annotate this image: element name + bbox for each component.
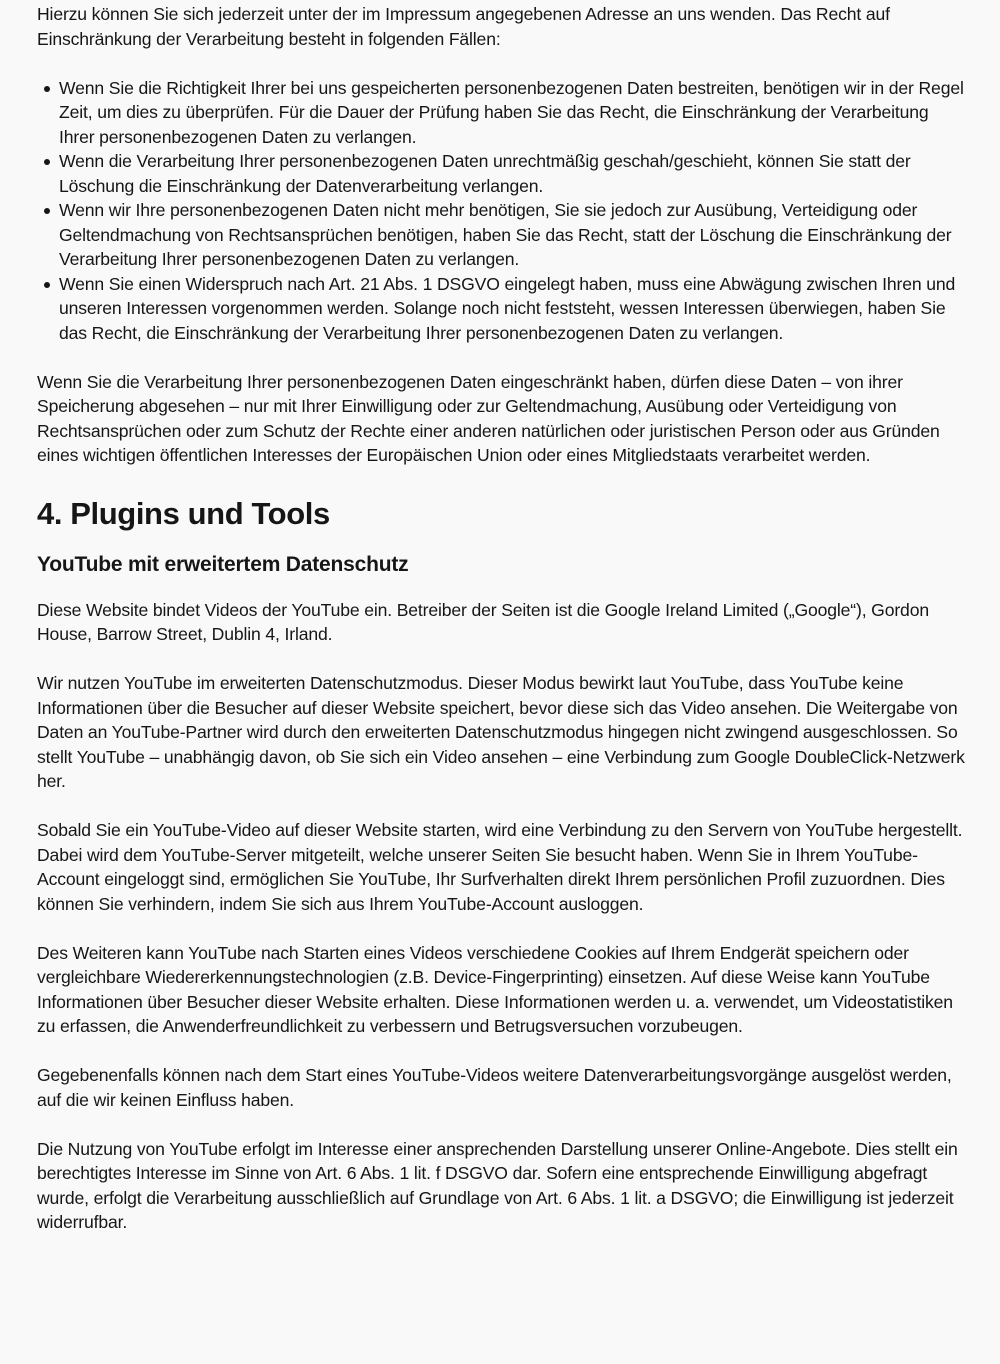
spacer (37, 916, 967, 941)
subsection-heading: YouTube mit erweitertem Datenschutz (37, 552, 409, 576)
list-item: Wenn Sie einen Widerspruch nach Art. 21 Abs. 1 DSGVO eingelegt haben, muss eine Abwägung zwischen Ihren und unseren Interessen vorgenommen werden. Solange noch nicht feststeht, wessen Interessen überwiegen, haben Sie das Recht, die Einschränkung der Verarbeitung Ihrer personenbezogenen Daten zu verlangen. (59, 272, 967, 346)
spacer (37, 1039, 967, 1064)
youtube-paragraph: Des Weiteren kann YouTube nach Starten eines Videos verschiedene Cookies auf Ihrem Endgerät speichern oder vergleichbare Wiedererkennungstechnologien (z.B. Device-Fingerprinting) einsetzen. Auf diese Weise kann YouTube Informationen über Besucher dieser Website erhalten. Diese Informationen werden u. a. verwendet, um Videostatistiken zu erfassen, die Anwenderfreundlichkeit zu verbessern und Betrugsversuchen vorzubeugen. (37, 942, 953, 1036)
spacer (37, 534, 967, 550)
youtube-paragraph: Gegebenenfalls können nach dem Start eines YouTube-Videos weitere Datenverarbeitungsvorgänge ausgelöst werden, auf die wir keinen Einfluss haben. (37, 1065, 952, 1110)
section-heading: 4. Plugins und Tools (37, 495, 330, 531)
spacer (37, 580, 967, 598)
privacy-policy-content (37, 0, 967, 1235)
list-item: Wenn die Verarbeitung Ihrer personenbezogenen Daten unrechtmäßig geschah/geschieht, können Sie statt der Löschung die Einschränkung der Datenverarbeitung verlangen. (59, 149, 967, 198)
youtube-paragraph: Sobald Sie ein YouTube-Video auf dieser Website starten, wird eine Verbindung zu den Servern von YouTube hergestellt. Dabei wird dem YouTube-Server mitgeteilt, welche unserer Seiten Sie besucht haben. Wenn Sie in Ihrem YouTube-Account eingeloggt sind, ermöglichen Sie YouTube, Ihr Surfverhalten direkt Ihrem persönlichen Profil zuzuordnen. Dies können Sie verhindern, indem Sie sich aus Ihrem YouTube-Account ausloggen. (37, 820, 963, 914)
restriction-outro: Wenn Sie die Verarbeitung Ihrer personenbezogenen Daten eingeschränkt haben, dürfen diese Daten – von ihrer Speicherung abgesehen – nur mit Ihrer Einwilligung oder zur Geltendmachung, Ausübung oder Verteidigung von Rechtsansprüchen oder zum Schutz der Rechte einer anderen natürlichen oder juristischen Person oder aus Gründen eines wichtigen öffentlichen Interesses der Europäischen Union oder eines Mitgliedstaats verarbeitet werden. (37, 371, 940, 465)
youtube-paragraph: Diese Website bindet Videos der YouTube ein. Betreiber der Seiten ist die Google Ireland Limited („Google“), Gordon House, Barrow Street, Dublin 4, Irland. (37, 599, 929, 644)
youtube-paragraph: Die Nutzung von YouTube erfolgt im Interesse einer ansprechenden Darstellung unserer Online-Angebote. Dies stellt ein berechtigtes Interesse im Sinne von Art. 6 Abs. 1 lit. f DSGVO dar. Sofern eine entsprechende Einwilligung abgefragt wurde, erfolgt die Verarbeitung ausschließlich auf Grundlage von Art. 6 Abs. 1 lit. a DSGVO; die Einwilligung ist jederzeit widerrufbar. (37, 1138, 958, 1232)
list-item: Wenn Sie die Richtigkeit Ihrer bei uns gespeicherten personenbezogenen Daten bestreiten, benötigen wir in der Regel Zeit, um dies zu überprüfen. Für die Dauer der Prüfung haben Sie das Recht, die Einschränkung der Verarbeitung Ihrer personenbezogenen Daten zu verlangen. (59, 76, 967, 150)
youtube-paragraph: Wir nutzen YouTube im erweiterten Datenschutzmodus. Dieser Modus bewirkt laut YouTube, dass YouTube keine Informationen über die Besucher auf dieser Website speichert, bevor diese sich das Video ansehen. Die Weitergabe von Daten an YouTube-Partner wird durch den erweiterten Datenschutzmodus hingegen nicht zwingend ausgeschlossen. So stellt YouTube – unabhängig davon, ob Sie sich ein Video ansehen – eine Verbindung zum Google DoubleClick-Netzwerk her. (37, 673, 965, 791)
list-item: Wenn wir Ihre personenbezogenen Daten nicht mehr benötigen, Sie sie jedoch zur Ausübung, Verteidigung oder Geltendmachung von Rechtsansprüchen benötigen, haben Sie das Recht, statt der Löschung die Einschränkung der Verarbeitung Ihrer personenbezogenen Daten zu verlangen. (59, 198, 967, 272)
spacer (37, 51, 967, 76)
spacer (37, 647, 967, 672)
spacer (37, 794, 967, 819)
restriction-cases-list (37, 76, 967, 346)
restriction-intro: Hierzu können Sie sich jederzeit unter der im Impressum angegebenen Adresse an uns wenden. Das Recht auf Einschränkung der Verarbeitung besteht in folgenden Fällen: (37, 4, 890, 49)
spacer (37, 1112, 967, 1137)
spacer (37, 468, 967, 494)
spacer (37, 345, 967, 370)
